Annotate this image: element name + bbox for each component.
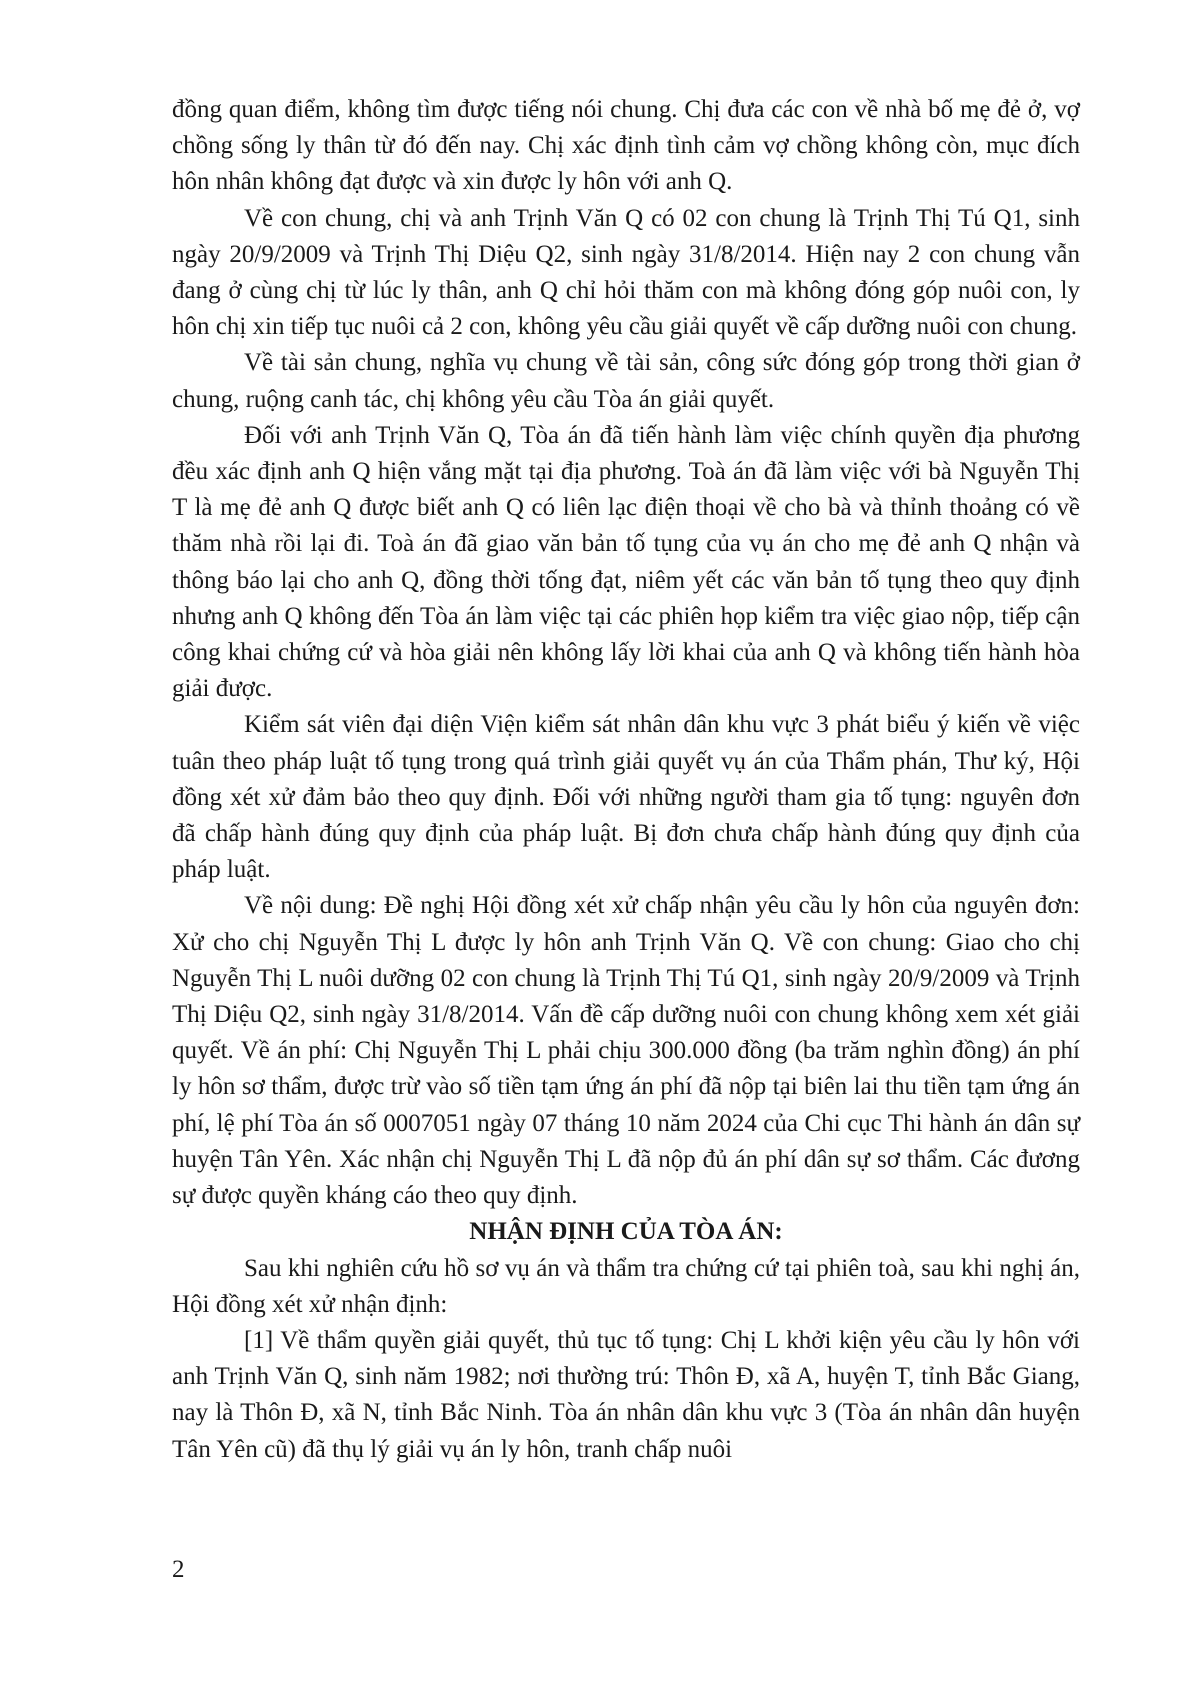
page-number: 2 — [172, 1556, 185, 1583]
document-body — [172, 92, 1080, 1468]
paragraph-defendant: Đối với anh Trịnh Văn Q, Tòa án đã tiến hành làm việc chính quyền địa phương đều xác định anh Q hiện vắng mặt tại địa phương. Toà án đã làm việc với bà Nguyễn Thị T là mẹ đẻ anh Q được biết anh Q có liên lạc điện thoại về cho bà và thỉnh thoảng có về thăm nhà rồi lại đi. Toà án đã giao văn bản tố tụng của vụ án cho mẹ đẻ anh Q nhận và thông báo lại cho anh Q, đồng thời tống đạt, niêm yết các văn bản tố tụng theo quy định nhưng anh Q không đến Tòa án làm việc tại các phiên họp kiểm tra việc giao nộp, tiếp cận công khai chứng cứ và hòa giải nên không lấy lời khai của anh Q và không tiến hành hòa giải được. — [172, 421, 1080, 703]
paragraph-children: Về con chung, chị và anh Trịnh Văn Q có 02 con chung là Trịnh Thị Tú Q1, sinh ngày 20/9/2009 và Trịnh Thị Diệu Q2, sinh ngày 31/8/2014. Hiện nay 2 con chung vẫn đang ở cùng chị từ lúc ly thân, anh Q chỉ hỏi thăm con mà không đóng góp nuôi con, ly hôn chị xin tiếp tục nuôi cả 2 con, không yêu cầu giải quyết về cấp dưỡng nuôi con chung. — [172, 204, 1080, 341]
paragraph-continuation: đồng quan điểm, không tìm được tiếng nói chung. Chị đưa các con về nhà bố mẹ đẻ ở, vợ chồng sống ly thân từ đó đến nay. Chị xác định tình cảm vợ chồng không còn, mục đích hôn nhân không đạt được và xin được ly hôn với anh Q. — [172, 96, 1080, 196]
paragraph-jurisdiction: [1] Về thẩm quyền giải quyết, thủ tục tố tụng: Chị L khởi kiện yêu cầu ly hôn với anh Trịnh Văn Q, sinh năm 1982; nơi thường trú: Thôn Đ, xã A, huyện T, tỉnh Bắc Giang, nay là Thôn Đ, xã N, tỉnh Bắc Ninh. Tòa án nhân dân khu vực 3 (Tòa án nhân dân huyện Tân Yên cũ) đã thụ lý giải vụ án ly hôn, tranh chấp nuôi — [172, 1326, 1080, 1463]
paragraph-property: Về tài sản chung, nghĩa vụ chung về tài sản, công sức đóng góp trong thời gian ở chung, ruộng canh tác, chị không yêu cầu Tòa án giải quyết. — [172, 349, 1080, 413]
paragraph-procurator: Kiểm sát viên đại diện Viện kiểm sát nhân dân khu vực 3 phát biểu ý kiến về việc tuân theo pháp luật tố tụng trong quá trình giải quyết vụ án của Thẩm phán, Thư ký, Hội đồng xét xử đảm bảo theo quy định. Đối với những người tham gia tố tụng: nguyên đơn đã chấp hành đúng quy định của pháp luật. Bị đơn chưa chấp hành đúng quy định của pháp luật. — [172, 711, 1080, 884]
section-heading: NHẬN ĐỊNH CỦA TÒA ÁN: — [469, 1218, 783, 1246]
paragraph-content-proposal: Về nội dung: Đề nghị Hội đồng xét xử chấp nhận yêu cầu ly hôn của nguyên đơn: Xử cho chị Nguyễn Thị L được ly hôn anh Trịnh Văn Q. Về con chung: Giao cho chị Nguyễn Thị L nuôi dưỡng 02 con chung là Trịnh Thị Tú Q1, sinh ngày 20/9/2009 và Trịnh Thị Diệu Q2, sinh ngày 31/8/2014. Vấn đề cấp dưỡng nuôi con chung không xem xét giải quyết. Về án phí: Chị Nguyễn Thị L phải chịu 300.000 đồng (ba trăm nghìn đồng) án phí ly hôn sơ thẩm, được trừ vào số tiền tạm ứng án phí đã nộp tại biên lai thu tiền tạm ứng án phí, lệ phí Tòa án số 0007051 ngày 07 tháng 10 năm 2024 của Chi cục Thi hành án dân sự huyện Tân Yên. Xác nhận chị Nguyễn Thị L đã nộp đủ án phí dân sự sơ thẩm. Các đương sự được quyền kháng cáo theo quy định. — [172, 892, 1080, 1210]
paragraph-court-findings-intro: Sau khi nghiên cứu hồ sơ vụ án và thẩm tra chứng cứ tại phiên toà, sau khi nghị án, Hội đồng xét xử nhận định: — [172, 1254, 1080, 1318]
